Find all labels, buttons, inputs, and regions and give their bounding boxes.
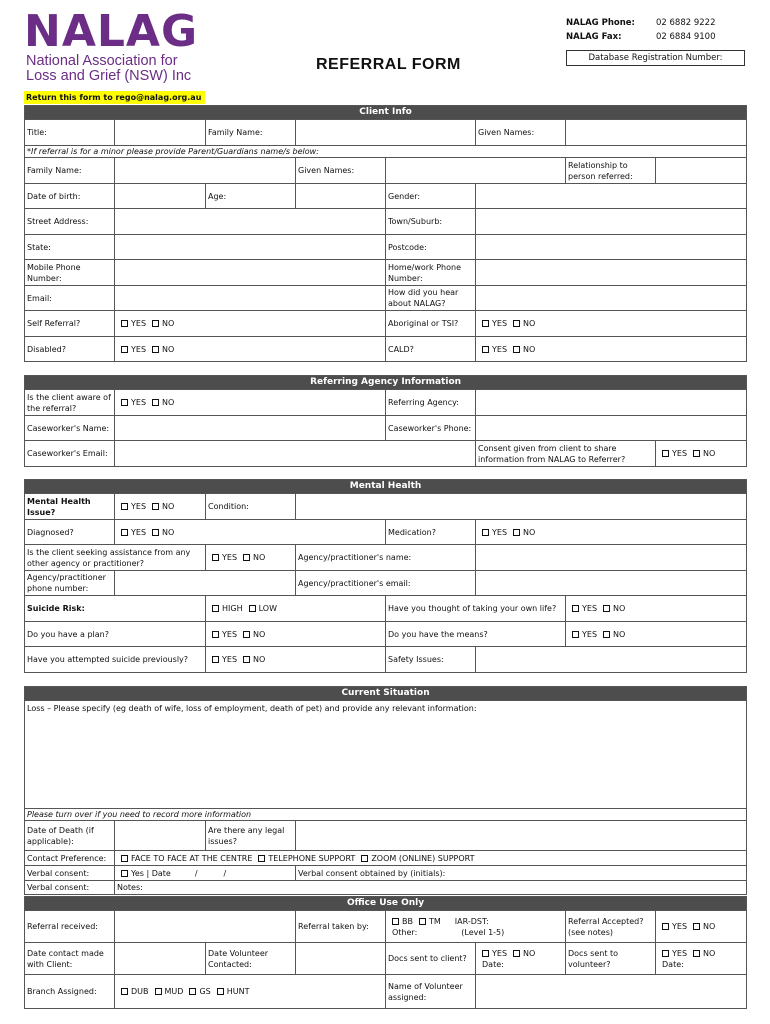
contact-numbers [566, 16, 715, 44]
bb-checkbox[interactable] [392, 918, 399, 925]
mud-checkbox[interactable] [155, 988, 162, 995]
docs-client-label: Docs sent to client? [386, 943, 476, 975]
volunteer-name-label: Name of Volunteer assigned: [386, 975, 476, 1009]
prac-phone-label: Agency/practitioner phone number: [25, 571, 115, 596]
aboriginal-options: YES NO [476, 311, 747, 337]
town-label: Town/Suburb: [386, 209, 476, 235]
diagnosed-options: YES NO [115, 520, 386, 545]
minor-note: *If referral is for a minor please provide Parent/Guardians name/s below: [25, 146, 747, 158]
yes-checkbox[interactable] [482, 529, 489, 536]
seeking-label: Is the client seeking assistance from any other agency or practitioner? [25, 545, 206, 571]
fax-label: NALAG Fax: [566, 32, 622, 42]
caseworker-email-label: Caseworker's Email: [25, 441, 115, 467]
yes-checkbox[interactable] [212, 554, 219, 561]
plan-options: YES NO [206, 622, 386, 647]
zoom-checkbox[interactable] [361, 855, 368, 862]
verbal-consent-date[interactable]: Yes | Date / / [115, 866, 296, 881]
family-name-label: Family Name: [206, 120, 296, 146]
yes-checkbox[interactable] [121, 320, 128, 327]
caseworker-phone-field[interactable] [476, 416, 747, 441]
title-label: Title: [25, 120, 115, 146]
yes-checkbox[interactable] [662, 450, 669, 457]
prac-name-field[interactable] [476, 545, 747, 571]
taken-by-label: Referral taken by: [296, 911, 386, 943]
yes-checkbox[interactable] [212, 656, 219, 663]
yes-checkbox[interactable] [572, 631, 579, 638]
mobile-label: Mobile Phone Number: [25, 260, 115, 286]
means-options: YES NO [566, 622, 747, 647]
form-title: REFERRAL FORM [316, 56, 461, 73]
no-checkbox[interactable] [513, 529, 520, 536]
home-phone-label: Home/work Phone Number: [386, 260, 476, 286]
verbal-consent-label: Verbal consent: [25, 866, 115, 881]
mh-issue-label: Mental Health Issue? [25, 494, 115, 520]
age-field[interactable] [296, 184, 386, 209]
no-checkbox[interactable] [243, 631, 250, 638]
state-field[interactable] [115, 235, 386, 260]
no-checkbox[interactable] [152, 529, 159, 536]
condition-field[interactable] [296, 494, 747, 520]
no-checkbox[interactable] [152, 503, 159, 510]
no-checkbox[interactable] [243, 656, 250, 663]
aware-options: YES NO [115, 390, 386, 416]
title-field[interactable] [115, 120, 206, 146]
attempted-label: Have you attempted suicide previously? [25, 647, 206, 673]
thought-label: Have you thought of taking your own life? [386, 596, 566, 622]
face-to-face-checkbox[interactable] [121, 855, 128, 862]
safety-label: Safety Issues: [386, 647, 476, 673]
no-checkbox[interactable] [603, 605, 610, 612]
aware-label: Is the client aware of the referral? [25, 390, 115, 416]
referring-agency-field[interactable] [476, 390, 747, 416]
referring-agency-label: Referring Agency: [386, 390, 476, 416]
branch-label: Branch Assigned: [25, 975, 115, 1009]
tm-checkbox[interactable] [419, 918, 426, 925]
loss-prompt: Loss – Please specify (eg death of wife, loss of employment, death of pet) and provide any relevant information: [27, 704, 477, 713]
branch-options: DUB MUD GS HUNT [115, 975, 386, 1009]
yes-checkbox[interactable] [482, 320, 489, 327]
town-field[interactable] [476, 209, 747, 235]
docs-volunteer-options: YES NO Date: [656, 943, 747, 975]
street-label: Street Address: [25, 209, 115, 235]
yes-checkbox[interactable] [662, 923, 669, 930]
state-label: State: [25, 235, 115, 260]
how-hear-label: How did you hear about NALAG? [386, 286, 476, 311]
cald-label: CALD? [386, 337, 476, 362]
telephone-checkbox[interactable] [258, 855, 265, 862]
no-checkbox[interactable] [603, 631, 610, 638]
postcode-field[interactable] [476, 235, 747, 260]
attempted-options: YES NO [206, 647, 386, 673]
medication-options: YES NO [476, 520, 747, 545]
dod-label: Date of Death (if applicable): [25, 821, 115, 851]
contact-pref-label: Contact Preference: [25, 851, 115, 866]
office-header: Office Use Only [25, 897, 747, 911]
docs-volunteer-label: Docs sent to volunteer? [566, 943, 656, 975]
date-volunteer-field[interactable] [296, 943, 386, 975]
accepted-options: YES NO [656, 911, 747, 943]
prac-email-label: Agency/practitioner's email: [296, 571, 476, 596]
prac-name-label: Agency/practitioner's name: [296, 545, 476, 571]
no-checkbox[interactable] [693, 950, 700, 957]
suicide-risk-options: HIGH LOW [206, 596, 386, 622]
no-checkbox[interactable] [243, 554, 250, 561]
yes-checkbox[interactable] [121, 399, 128, 406]
caseworker-phone-label: Caseworker's Phone: [386, 416, 476, 441]
given-names-label: Given Names: [476, 120, 566, 146]
no-checkbox[interactable] [152, 399, 159, 406]
caseworker-name-field[interactable] [115, 416, 386, 441]
verbal-consent-label-2: Verbal consent: [25, 881, 115, 895]
cald-options: YES NO [476, 337, 747, 362]
guardian-given-label: Given Names: [296, 158, 386, 184]
loss-description-field[interactable] [25, 701, 747, 809]
street-field[interactable] [115, 209, 386, 235]
how-hear-field[interactable] [476, 286, 747, 311]
no-checkbox[interactable] [152, 320, 159, 327]
diagnosed-label: Diagnosed? [25, 520, 115, 545]
agency-table [24, 375, 747, 467]
no-checkbox[interactable] [513, 320, 520, 327]
self-referral-label: Self Referral? [25, 311, 115, 337]
no-checkbox[interactable] [513, 346, 520, 353]
aboriginal-label: Aboriginal or TSI? [386, 311, 476, 337]
nalag-logo-subtitle: National Association for Loss and Grief (NSW) Inc [26, 53, 192, 84]
yes-checkbox[interactable] [482, 346, 489, 353]
gender-field[interactable] [476, 184, 747, 209]
received-label: Referral received: [25, 911, 115, 943]
guardian-family-field[interactable] [115, 158, 296, 184]
email-field[interactable] [115, 286, 386, 311]
no-checkbox[interactable] [693, 923, 700, 930]
date-contact-label: Date contact made with Client: [25, 943, 115, 975]
mobile-field[interactable] [115, 260, 386, 286]
self-referral-options: YES NO [115, 311, 386, 337]
home-phone-field[interactable] [476, 260, 747, 286]
suicide-risk-label: Suicide Risk: [25, 596, 206, 622]
seeking-options: YES NO [206, 545, 296, 571]
relationship-field[interactable] [656, 158, 747, 184]
yes-checkbox[interactable] [121, 529, 128, 536]
consent-label: Consent given from client to share information from NALAG to Referrer? [476, 441, 656, 467]
received-field[interactable] [115, 911, 296, 943]
hunt-checkbox[interactable] [217, 988, 224, 995]
no-checkbox[interactable] [152, 346, 159, 353]
safety-field[interactable] [476, 647, 747, 673]
high-checkbox[interactable] [212, 605, 219, 612]
turn-over-note: Please turn over if you need to record more information [25, 809, 747, 821]
prac-phone-field[interactable] [115, 571, 296, 596]
database-registration-field[interactable]: Database Registration Number: [566, 50, 745, 66]
gender-label: Gender: [386, 184, 476, 209]
yes-checkbox[interactable] [572, 605, 579, 612]
consent-options: YES NO [656, 441, 747, 467]
postcode-label: Postcode: [386, 235, 476, 260]
yes-checkbox[interactable] [121, 346, 128, 353]
relationship-label: Relationship to person referred: [566, 158, 656, 184]
situation-table [24, 686, 747, 895]
office-table [24, 896, 747, 1009]
email-label: Email: [25, 286, 115, 311]
mh-issue-options: YES NO [115, 494, 206, 520]
yes-checkbox[interactable] [121, 870, 128, 877]
dob-label: Date of birth: [25, 184, 115, 209]
yes-checkbox[interactable] [482, 950, 489, 957]
client-info-header: Client Info [25, 106, 747, 120]
client-info-table [24, 105, 747, 362]
yes-checkbox[interactable] [662, 950, 669, 957]
plan-label: Do you have a plan? [25, 622, 206, 647]
guardian-family-label: Family Name: [25, 158, 115, 184]
accepted-label: Referral Accepted? (see notes) [566, 911, 656, 943]
gs-checkbox[interactable] [189, 988, 196, 995]
yes-checkbox[interactable] [212, 631, 219, 638]
legal-label: Are there any legal issues? [206, 821, 296, 851]
medication-label: Medication? [386, 520, 476, 545]
condition-label: Condition: [206, 494, 296, 520]
disabled-label: Disabled? [25, 337, 115, 362]
verbal-consent-by[interactable]: Verbal consent obtained by (initials): [296, 866, 747, 881]
low-checkbox[interactable] [249, 605, 256, 612]
guardian-given-field[interactable] [386, 158, 566, 184]
agency-header: Referring Agency Information [25, 376, 747, 390]
yes-checkbox[interactable] [121, 503, 128, 510]
contact-pref-options: FACE TO FACE AT THE CENTRE TELEPHONE SUPPORT ZOOM (ONLINE) SUPPORT [115, 851, 747, 866]
prac-email-field[interactable] [476, 571, 747, 596]
phone-value: 02 6882 9222 [656, 18, 716, 28]
nalag-logo: NALAG [24, 6, 199, 57]
date-contact-field[interactable] [115, 943, 206, 975]
volunteer-name-field[interactable] [476, 975, 747, 1009]
dob-field[interactable] [115, 184, 206, 209]
taken-by-options: BB TM IAR-DST: Other: (Level 1-5) [386, 911, 566, 943]
mental-health-header: Mental Health [25, 480, 747, 494]
means-label: Do you have the means? [386, 622, 566, 647]
mental-health-table [24, 479, 747, 673]
disabled-options: YES NO [115, 337, 386, 362]
no-checkbox[interactable] [693, 450, 700, 457]
fax-value: 02 6884 9100 [656, 32, 716, 42]
dub-checkbox[interactable] [121, 988, 128, 995]
caseworker-name-label: Caseworker's Name: [25, 416, 115, 441]
given-names-field[interactable] [566, 120, 747, 146]
caseworker-email-field[interactable] [115, 441, 476, 467]
date-volunteer-label: Date Volunteer Contacted: [206, 943, 296, 975]
situation-header: Current Situation [25, 687, 747, 701]
no-checkbox[interactable] [513, 950, 520, 957]
docs-client-options: YES NO Date: [476, 943, 566, 975]
dod-field[interactable] [115, 821, 206, 851]
notes-field[interactable]: Notes: [115, 881, 747, 895]
return-instruction: Return this form to rego@nalag.org.au [24, 91, 205, 104]
legal-field[interactable] [296, 821, 747, 851]
thought-options: YES NO [566, 596, 747, 622]
family-name-field[interactable] [296, 120, 476, 146]
age-label: Age: [206, 184, 296, 209]
phone-label: NALAG Phone: [566, 18, 635, 28]
